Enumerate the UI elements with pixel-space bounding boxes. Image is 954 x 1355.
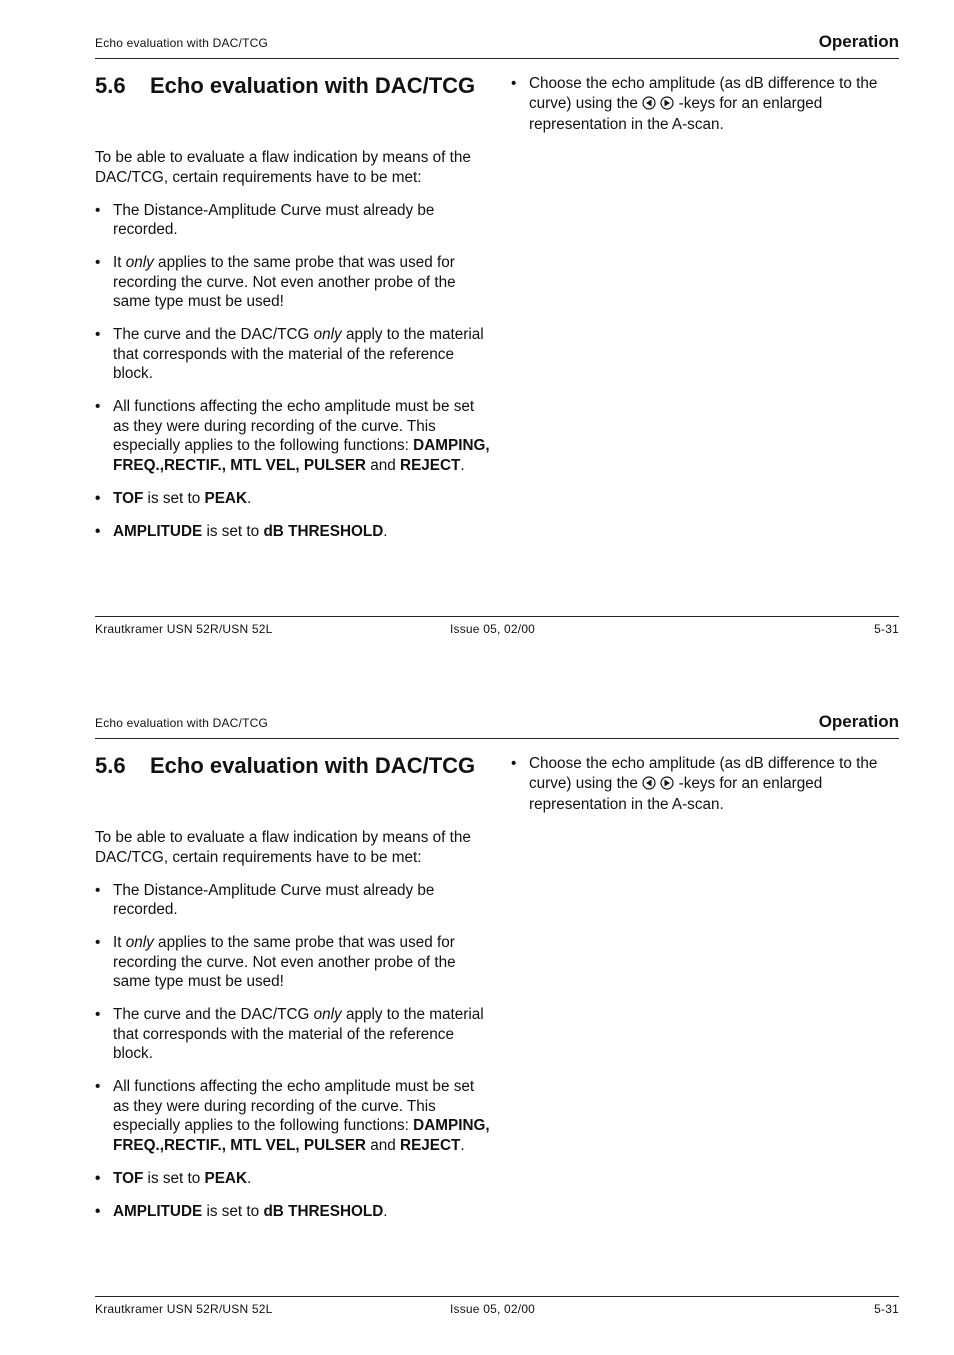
- section-title: Echo evaluation with DAC/TCG: [150, 73, 476, 98]
- header-section-title: Echo evaluation with DAC/TCG: [95, 36, 269, 50]
- list-item: • TOF is set to PEAK.: [95, 1169, 490, 1189]
- right-column: [511, 74, 901, 135]
- intro-paragraph: To be able to evaluate a flaw indication by means of the DAC/TCG, certain requirements have to be met:: [95, 149, 471, 186]
- list-item: • Choose the echo amplitude (as dB difference to the curve) using the -keys for an enlarged representation in the A-scan.: [511, 74, 901, 135]
- requirements-list: [95, 201, 490, 542]
- header-section-title: Echo evaluation with DAC/TCG: [95, 716, 269, 730]
- arrow-right-key-icon: [660, 96, 674, 116]
- section-title: Echo evaluation with DAC/TCG: [150, 753, 476, 778]
- list-item: • Choose the echo amplitude (as dB difference to the curve) using the -keys for an enlarged representation in the A-scan.: [511, 754, 901, 815]
- arrow-left-key-icon: [642, 776, 656, 796]
- list-item: • The Distance-Amplitude Curve must already be recorded.: [95, 881, 490, 920]
- footer-issue: Issue 05, 02/00: [450, 1302, 536, 1316]
- page-number: 5-31: [874, 622, 899, 636]
- list-item: • The curve and the DAC/TCG only apply to the material that corresponds with the material of the reference block.: [95, 1005, 490, 1064]
- list-item: • AMPLITUDE is set to dB THRESHOLD.: [95, 522, 490, 542]
- requirements-list: [95, 881, 490, 1222]
- left-column: [95, 148, 490, 555]
- list-item: • TOF is set to PEAK.: [95, 489, 490, 509]
- list-item: • All functions affecting the echo amplitude must be set as they were during recording of the curve. This especially applies to the following functions: DAMPING, FREQ.,RECTIF., MTL VEL, PULSER and REJECT.: [95, 397, 490, 475]
- list-item: • It only applies to the same probe that was used for recording the curve. Not even another probe of the same type must be used!: [95, 253, 490, 312]
- list-item: • AMPLITUDE is set to dB THRESHOLD.: [95, 1202, 490, 1222]
- left-column: [95, 828, 490, 1235]
- manual-page-1: [0, 0, 954, 675]
- footer-product: Krautkramer USN 52R/USN 52L: [95, 622, 273, 636]
- header-chapter-title: Operation: [818, 712, 899, 731]
- right-column: [511, 754, 901, 815]
- list-item: • All functions affecting the echo amplitude must be set as they were during recording of the curve. This especially applies to the following functions: DAMPING, FREQ.,RECTIF., MTL VEL, PULSER and REJECT.: [95, 1077, 490, 1155]
- section-number: 5.6: [95, 753, 126, 778]
- footer-product: Krautkramer USN 52R/USN 52L: [95, 1302, 273, 1316]
- page-number: 5-31: [874, 1302, 899, 1316]
- arrow-left-key-icon: [642, 96, 656, 116]
- list-item: • The Distance-Amplitude Curve must already be recorded.: [95, 201, 490, 240]
- intro-paragraph: To be able to evaluate a flaw indication by means of the DAC/TCG, certain requirements have to be met:: [95, 829, 471, 866]
- header-chapter-title: Operation: [818, 32, 899, 51]
- footer-issue: Issue 05, 02/00: [450, 622, 536, 636]
- manual-page-2: [0, 680, 954, 1355]
- list-item: • The curve and the DAC/TCG only apply to the material that corresponds with the material of the reference block.: [95, 325, 490, 384]
- header-rule: [95, 58, 899, 59]
- arrow-right-key-icon: [660, 776, 674, 796]
- footer-rule: [95, 616, 899, 617]
- section-number: 5.6: [95, 73, 126, 98]
- header-rule: [95, 738, 899, 739]
- list-item: • It only applies to the same probe that was used for recording the curve. Not even another probe of the same type must be used!: [95, 933, 490, 992]
- footer-rule: [95, 1296, 899, 1297]
